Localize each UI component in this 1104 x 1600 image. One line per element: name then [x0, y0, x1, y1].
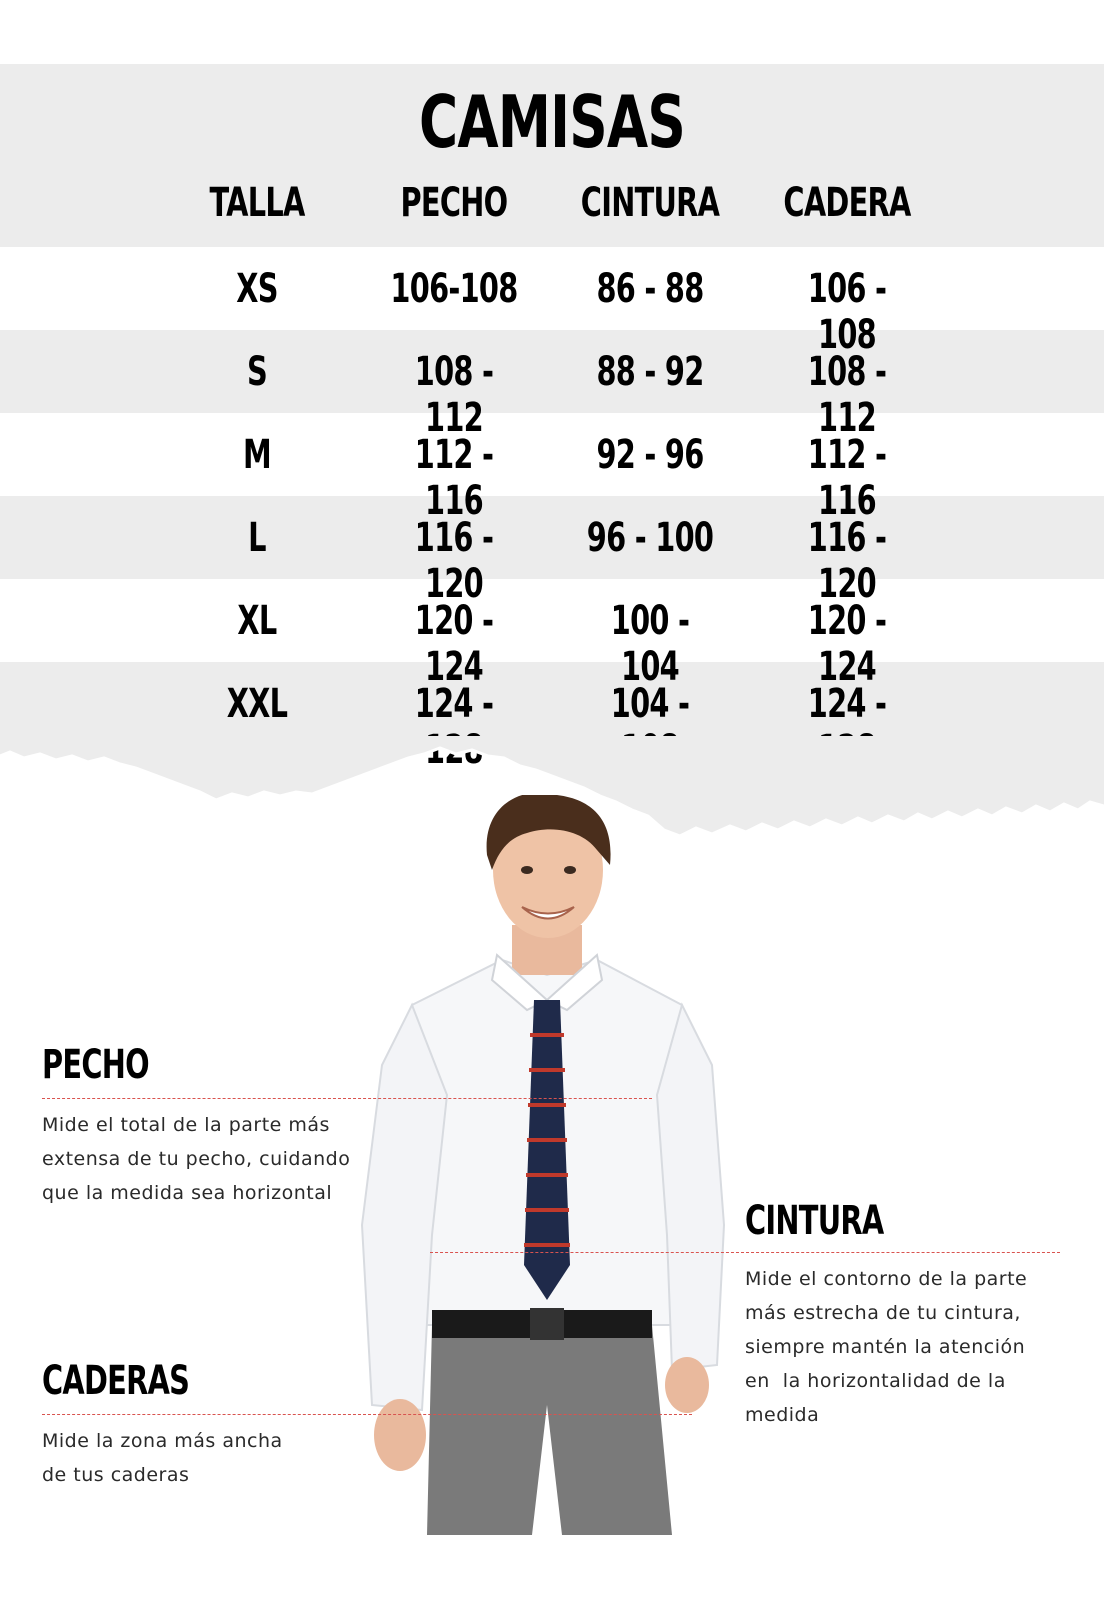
row-band-s [0, 330, 1104, 413]
table-cell: 92 - 96 [596, 432, 704, 478]
table-cell: 112 - 116 [414, 432, 494, 524]
header-cintura: CINTURA [580, 180, 720, 226]
text-line: siempre mantén la atención [745, 1336, 1026, 1358]
table-cell: XS [236, 266, 278, 312]
text-line: de tus caderas [42, 1464, 190, 1486]
table-cell: 106-108 [390, 266, 518, 312]
text-line: extensa de tu pecho, cuidando [42, 1148, 351, 1170]
table-cell: 86 - 88 [596, 266, 704, 312]
cintura-guide-line [430, 1252, 1060, 1253]
header-cadera: CADERA [783, 180, 911, 226]
row-band-xs [0, 247, 1104, 330]
pecho-heading: PECHO [42, 1042, 149, 1088]
table-cell: 96 - 100 [586, 515, 714, 561]
cintura-description [745, 1262, 1027, 1432]
text-line: en la horizontalidad de la [745, 1370, 1006, 1392]
row-band-xxl [0, 662, 1104, 742]
table-cell: S [246, 349, 268, 395]
text-line: más estrecha de tu cintura, [745, 1302, 1021, 1324]
pecho-guide-line [42, 1098, 652, 1099]
table-cell: M [243, 432, 271, 478]
table-cell: 104 - [610, 681, 690, 727]
pecho-description [42, 1108, 350, 1210]
table-cell: 120 - 124 [414, 598, 494, 690]
cintura-heading: CINTURA [745, 1198, 884, 1244]
table-cell: 116 - 120 [414, 515, 494, 607]
text-line: medida [745, 1404, 820, 1426]
table-cell: L [248, 515, 266, 561]
page-title: CAMISAS [419, 80, 685, 164]
row-band-xl [0, 579, 1104, 662]
table-cell: XXL [226, 681, 288, 727]
table-cell: 120 - 124 [807, 598, 887, 690]
table-cell: 88 - 92 [596, 349, 704, 395]
table-cell: 116 - 120 [807, 515, 887, 607]
table-cell: 100 - 104 [610, 598, 690, 690]
model-illustration [352, 795, 747, 1535]
header-pecho: PECHO [400, 180, 508, 226]
caderas-guide-line [42, 1414, 692, 1415]
text-line: Mide la zona más ancha [42, 1430, 283, 1452]
table-cell: 106 - 108 [807, 266, 887, 358]
text-line: Mide el contorno de la parte [745, 1268, 1028, 1290]
caderas-heading: CADERAS [42, 1358, 190, 1404]
table-cell: 108 - 112 [414, 349, 494, 441]
table-cell: 112 - 116 [807, 432, 887, 524]
table-cell: 124 - [414, 681, 494, 727]
text-line: que la medida sea horizontal [42, 1182, 333, 1204]
caderas-description [42, 1424, 283, 1492]
header-talla: TALLA [209, 180, 305, 226]
row-band-m [0, 413, 1104, 496]
text-line: Mide el total de la parte más [42, 1114, 330, 1136]
table-cell: 108 - 112 [807, 349, 887, 441]
table-cell: XL [237, 598, 277, 644]
row-band-l [0, 496, 1104, 579]
table-cell: 124 - [807, 681, 887, 727]
